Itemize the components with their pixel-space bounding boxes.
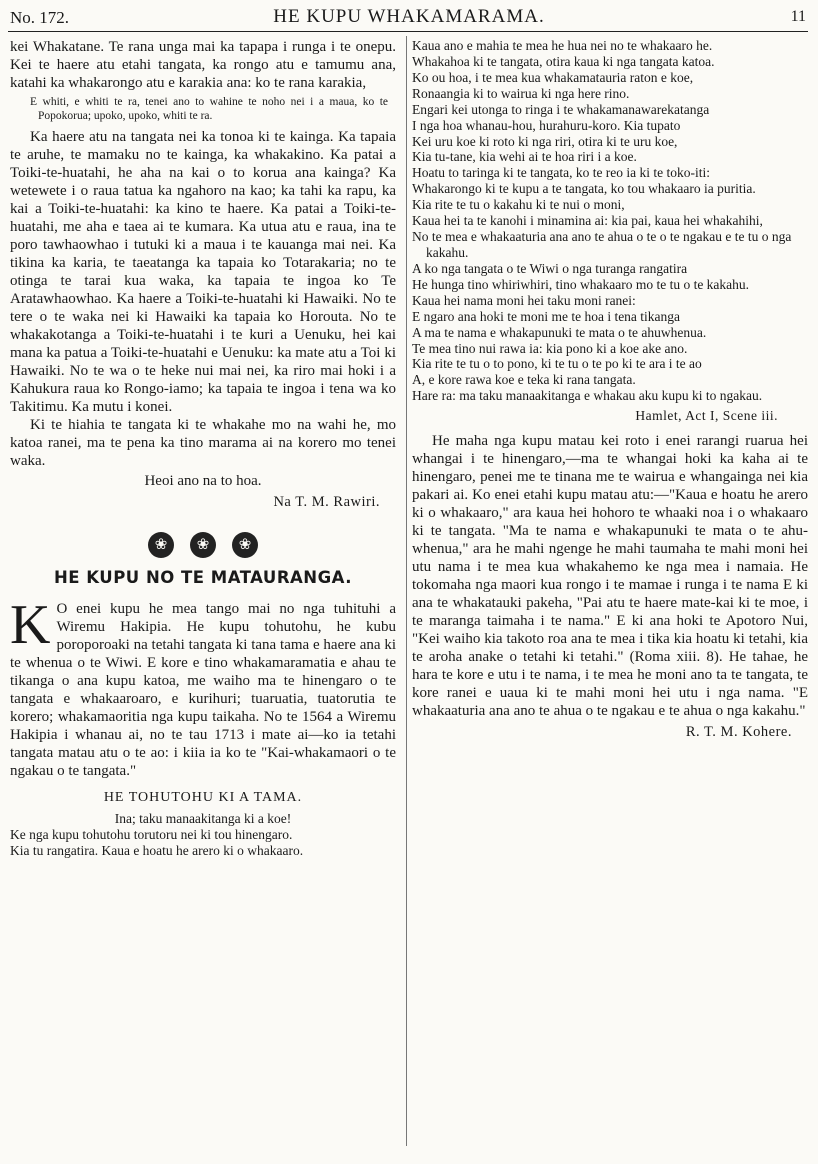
page-number: 11: [790, 8, 806, 25]
poem-line: Kaua ano e mahia te mea he hua nei no te whakaaro he.: [412, 38, 713, 53]
poem-line: Kaua hei ta te kanohi i minamina ai: kia pai, kaua hei whakahihi,: [412, 213, 763, 229]
poem-line: Engari kei utonga to ringa i te whakamanawarekatanga: [412, 101, 710, 117]
poem-line: He hunga tino whiriwhiri, tino whakaaro mo te tu o te kakahu.: [412, 276, 750, 292]
intro-paragraph: [10, 593, 396, 780]
poem-line: Whakarongo ki te kupu a te tangata, ko tou whakaaro ia puritia.: [412, 181, 756, 197]
poem-line: Hare ra: ma taku manaakitanga e whakau aku kupu ki to ngakau.: [412, 388, 763, 404]
left-column: [10, 38, 396, 859]
intro-text: O enei kupu he mea tango mai no nga tuhituhi a Wiremu Hakipia. He kupu tohutohu, he kubu poroporoaki na tetahi tangata ki tana tama e haere ana ki te whenua o te Wiwi. E kore e tino whakamaramatia e ahau te tikanga o ana kupu katoa, me waiho ma te hinengaro o te tangata e whakaaroaro, e kurihuri; tuaruatia, tuatorutia te korero; whakamaoritia nga kupu taikaha. No te 1564 a Wiremu Hakipia i whanau ai, no te tau 1713 i mate ai—ko ia tetahi tangata matau atu o te ao: i kiia ia ko te "Kai-whakamaori o te ngakau o te tangata.": [10, 600, 396, 779]
commentary-paragraph: He maha nga kupu matau kei roto i enei rarangi ruarua hei whangai i te hinengaro,—ma te whangai hoki ka kaha ai te hinengaro, penei me te tinana me te wairua e whangainga nei kia pakari ai. Ko enei etahi kupu matau atu:—"Kaua e hoatu he arero ki o whakaaro," ara kaua hei hohoro te whaaki noa i o whakaaro ki te tangata. "Ma te nama e whakapunuki te mata o te ahu-whenua," ara he mahi ngenge he mahi taumaha te mahi moni hei utu nama i te mea kua whakahemo ke nga mea i namaia. He tokomaha nga maori kua rongo i te mamae i runga i te nama E ki ana te whakatauki pakeha, "Pai atu te haere mate-kai ki te moe, i te maranga taimaha i te nama." E ki ana hoki te Apotoro Nui, "Kei waiho kia takoto roa ana te mea i tika kia hoatu ki tetahi, kia te aroha anake o tetahi ki tetahi." (Roma xiii. 8). He tahae, he hara te kore e utu i te nama, i te mea he moni ano ta te tangata, te kore ranei e uaua ki te mahi moni hei utu i nga nama. "E whakaaturia ana ano te ahua o te ngakau e te ahua o nga kakahu.": [412, 433, 808, 720]
closing-line: Heoi ano na to hoa.: [144, 472, 262, 489]
right-column: [412, 38, 808, 742]
poem-line: A, e kore rawa koe e teka ki rana tangata.: [412, 372, 636, 388]
author-signature: R. T. M. Kohere.: [685, 724, 792, 741]
poem-line: Kia tu-tane, kia wehi ai te hoa riri i a koe.: [412, 149, 637, 165]
source-citation: Hamlet, Act I, Scene iii.: [635, 408, 778, 424]
poem-line: Hoatu to taringa ki te tangata, ko te reo ia ki te toko-iti:: [412, 165, 711, 181]
header-rule: [8, 31, 808, 32]
story-paragraph: Ka haere atu na tangata nei ka tonoa ki te kainga. Ka tapaia te aruhe, te mamaku no te kainga, ka whakakino. Ka patai a Toiki-te-huatahi, he aha na kai o to korua ana kainga? Ka wetewete i o raua tatua ka ngahoro na kao; ka tahi ka rapu, ka kai a Toiki-te-huatahi: ka kino te haere. Ka patai a Toiki-te-huatahi, me aha e taea ai te kumara. Ka utua atu e raua, ina te poro tawhaowhao i tutuki ki a maua i te kauanga mai nei. Ka tikina ka karia, te taeatanga ka tapaia ko Totarakaria; no te otinga te tarai kua waka, ka tapaia te ingoa ko Te Aratawhaowhao. Ka haere a Toiki-te-huatahi ki Hawaiki. No te tere o te waka nei ki Hawaiki ka tapaia ko Horouta. No te whakakotanga a Toiki-te-huatahi i te kuri a Uenuku, hei kai mana ka patua a Toiki-te-huatahi e Uenuku: ka mate atu a Toi ki Hawaiki. No te wa o te heke nui mai nei, ka riro mai hoki i a Kahukura raua ko Rongo-iamo; ka tapaia te ingoa i tena wa ko Takitimu. Ka mutu i konei.: [10, 128, 396, 415]
poem-line: Ina; taku manaakitanga ki a koe!: [114, 810, 292, 826]
column-divider: [406, 36, 407, 1146]
poem-line: E ngaro ana hoki te moni me te hoa i tena tikanga: [412, 308, 681, 324]
flower-ornament-icon: ❀: [190, 532, 216, 558]
author-signature: Na T. M. Rawiri.: [273, 493, 380, 510]
poem-line: Te mea tino nui rawa ia: kia pono ki a koe ake ano.: [412, 340, 688, 356]
section-title: HE KUPU NO TE MATAURANGA.: [53, 568, 353, 588]
issue-number: No. 172.: [10, 8, 70, 27]
story-paragraph: Ki te hiahia te tangata ki te whakahe mo na wahi he, mo katoa ranei, ma te pena ka tino marama ai na korero mo tenei waka.: [10, 416, 396, 469]
poem-line: Whakahoa ki te tangata, otira kaua ki nga tangata katoa.: [412, 53, 715, 69]
section-ornament: [10, 529, 396, 558]
poem-line: Kia rite te tu o kakahu ki te nui o moni,: [412, 197, 625, 213]
karakia-text: E whiti, e whiti te ra, tenei ano to wahine te noho nei i a maua, ko te Popokorua; upoko, upoko, whiti te ra.: [30, 96, 388, 123]
poem-line: Kia tu rangatira. Kaua e hoatu he arero ki o whakaaro.: [10, 842, 304, 858]
poem-line: Ke nga kupu tohutohu torutoru nei ki tou hinengaro.: [10, 826, 293, 842]
flower-ornament-icon: ❀: [148, 532, 174, 558]
poem-line: Ronaangia ki to wairua ki nga here rino.: [412, 85, 630, 101]
flower-ornament-icon: ❀: [232, 532, 258, 558]
poem-line: Kia rite te tu o to pono, ki te tu o te po ki te ara i te ao: [412, 356, 702, 372]
running-title: HE KUPU WHAKAMARAMA.: [273, 6, 545, 27]
poem-line: Kei uru koe ki roto ki nga riri, otira ki te uru koe,: [412, 133, 678, 149]
poem-line: Kaua hei nama moni hei taku moni ranei:: [412, 292, 636, 308]
page-header: [0, 4, 818, 32]
poem-title: HE TOHUTOHU KI A TAMA.: [103, 789, 303, 805]
poem-line: Ko ou hoa, i te mea kua whakamatauria raton e koe,: [412, 69, 694, 85]
poem-line: A ma te nama e whakapunuki te mata o te ahuwhenua.: [412, 324, 707, 340]
poem-line: A ko nga tangata o te Wiwi o nga turanga rangatira: [412, 260, 688, 276]
poem-line: No te mea e whakaaturia ana ano te ahua o te o te ngakau e te tu o nga kakahu.: [412, 229, 792, 260]
story-paragraph: kei Whakatane. Te rana unga mai ka tapapa i runga i te onepu. Kei te haere atu etahi tangata, ka rongo atu e tamumu ana, katahi ka whakarongo atu e karakia ana: ko te rana karakia,: [10, 39, 396, 91]
poem-line: I nga hoa whanau-hou, hurahuru-koro. Kia tupato: [412, 117, 681, 133]
drop-cap: K: [10, 593, 51, 656]
